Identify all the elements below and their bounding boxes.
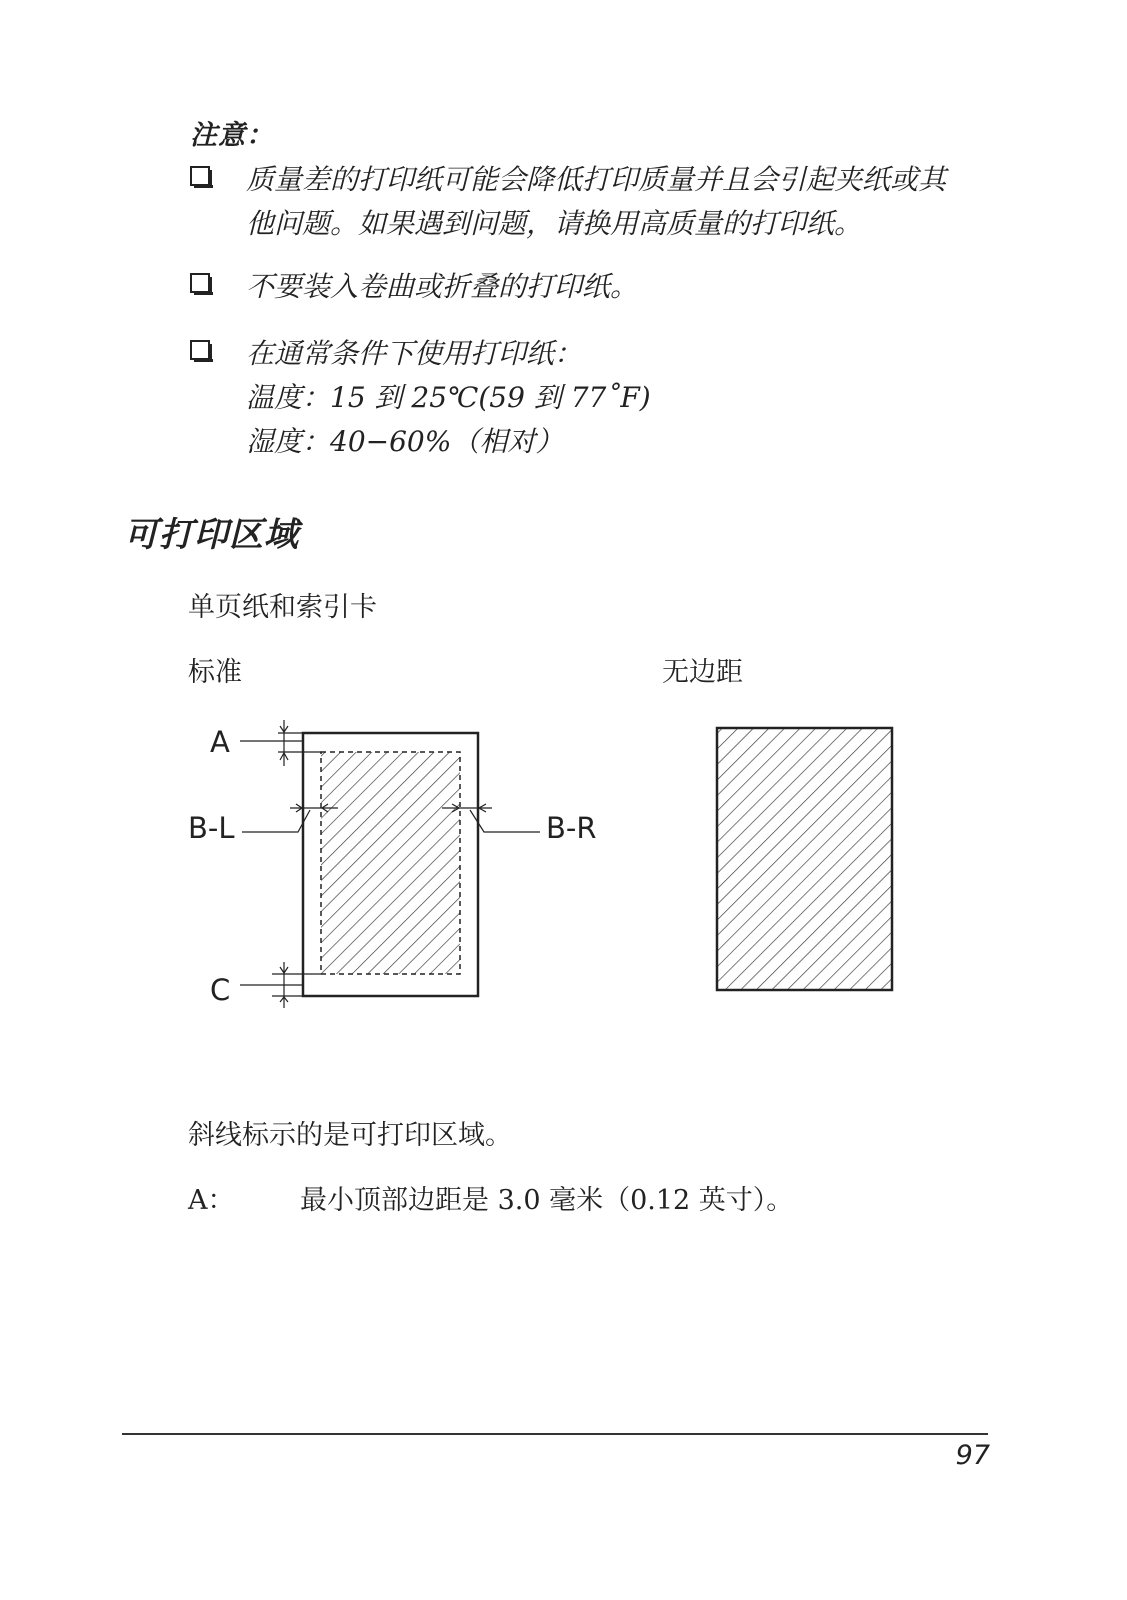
- item-a-key: A：: [188, 1185, 235, 1216]
- section-title: 可打印区域: [124, 515, 299, 555]
- note-item-3-line-2: 温度：15 到 25℃(59 到 77˚F): [246, 381, 651, 414]
- checkbox-icon: [190, 340, 210, 360]
- label-b-l: B-L: [188, 811, 235, 845]
- borderless-printable-area: [717, 728, 892, 990]
- note-item-3-line-1: 在通常条件下使用打印纸：: [246, 337, 583, 370]
- note-item-1-line-1: 质量差的打印纸可能会降低打印质量并且会引起夹纸或其: [246, 163, 947, 196]
- note-item-2-line-1: 不要装入卷曲或折叠的打印纸。: [246, 270, 639, 303]
- item-a-text: 最小顶部边距是 3.0 毫米（0.12 英寸）。: [300, 1185, 794, 1216]
- note-item-3-line-3: 湿度：40−60%（相对）: [246, 425, 564, 458]
- label-b-r: B-R: [546, 811, 597, 845]
- label-borderless: 无边距: [662, 657, 743, 688]
- footer-rule: [122, 1433, 988, 1435]
- checkbox-icon: [190, 166, 210, 186]
- checkbox-icon: [190, 273, 210, 293]
- label-c: C: [210, 973, 231, 1007]
- printable-area-diagram: [180, 710, 920, 1020]
- section-subtitle: 单页纸和索引卡: [188, 592, 377, 623]
- standard-printable-area: [321, 752, 460, 974]
- hatch-note: 斜线标示的是可打印区域。: [188, 1120, 512, 1151]
- note-heading: 注意：: [190, 120, 274, 151]
- label-standard: 标准: [188, 657, 242, 688]
- label-a: A: [210, 725, 230, 759]
- note-item-1-line-2: 他问题。如果遇到问题，请换用高质量的打印纸。: [246, 207, 863, 240]
- page-number: 97: [955, 1440, 990, 1471]
